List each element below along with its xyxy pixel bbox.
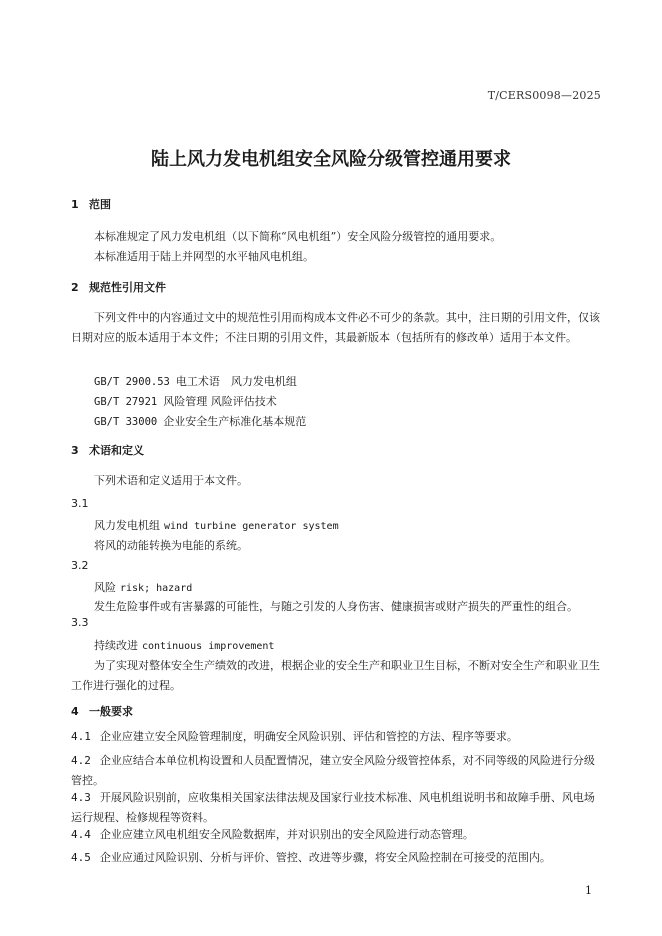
paragraph: 本标准规定了风力发电机组（以下简称“风电机组”）安全风险分级管控的通用要求。 xyxy=(94,230,502,243)
section-title: 术语和定义 xyxy=(89,444,144,457)
reference-title: 风险管理 风险评估技术 xyxy=(163,395,277,408)
section-number: 1 xyxy=(71,198,79,211)
clause-text: 开展风险识别前，应收集相关国家法律法规及国家行业技术标准、风电机组说明书和故障手册、风电场运行规程、检修规程等资料。 xyxy=(71,791,595,824)
term-heading xyxy=(94,637,274,653)
clause xyxy=(71,825,601,845)
term-number: 3.3 xyxy=(71,616,89,629)
reference-code: GB/T 27921 xyxy=(94,396,158,408)
clause-number: 4.2 xyxy=(71,754,91,767)
clause xyxy=(71,848,601,868)
clause-number: 4.5 xyxy=(71,851,91,864)
reference-item xyxy=(94,413,306,429)
section-2-heading xyxy=(71,279,166,295)
clause-text: 企业应结合本单位机构设置和人员配置情况，建立安全风险分级管控体系，对不同等级的风险进行分级管控。 xyxy=(71,754,595,787)
clause-text: 企业应建立风电机组安全风险数据库，并对识别出的安全风险进行动态管理。 xyxy=(99,828,474,841)
term-number: 3.2 xyxy=(71,559,89,572)
reference-title: 企业安全生产标准化基本规范 xyxy=(163,415,307,428)
section-title: 范围 xyxy=(89,198,111,211)
clause xyxy=(71,788,601,828)
term-zh: 持续改进 xyxy=(94,639,138,652)
page-number: 1 xyxy=(585,884,592,897)
term-heading xyxy=(94,517,339,533)
term-number: 3.1 xyxy=(71,497,89,510)
reference-code: GB/T 2900.53 xyxy=(94,376,170,388)
term-definition: 将风的动能转换为电能的系统。 xyxy=(94,539,248,552)
clause-number: 4.4 xyxy=(71,828,91,841)
document-code: T/CERS0098—2025 xyxy=(487,89,601,102)
paragraph: 下列术语和定义适用于本文件。 xyxy=(94,474,248,487)
term-en: risk; hazard xyxy=(120,583,193,594)
section-title: 规范性引用文件 xyxy=(89,281,166,294)
section-title: 一般要求 xyxy=(89,705,133,718)
term-heading xyxy=(94,579,192,595)
section-3-heading xyxy=(71,442,144,458)
clause-text: 企业应建立安全风险管理制度，明确安全风险识别、评估和管控的方法、程序等要求。 xyxy=(99,730,518,743)
clause xyxy=(71,727,601,747)
term-definition: 为了实现对整体安全生产绩效的改进，根据企业的安全生产和职业卫生目标，不断对安全生产和职业卫生工作进行强化的过程。 xyxy=(71,659,600,692)
section-number: 2 xyxy=(71,281,79,294)
term-zh: 风力发电机组 xyxy=(94,519,160,532)
term-en: continuous improvement xyxy=(142,641,275,652)
paragraph: 下列文件中的内容通过文中的规范性引用而构成本文件必不可少的条款。其中，注日期的引用文件，仅该日期对应的版本适用于本文件；不注日期的引用文件，其最新版本（包括所有的修改单）适用于本文件。 xyxy=(71,311,600,344)
document-title: 陆上风力发电机组安全风险分级管控通用要求 xyxy=(151,149,511,170)
term-en: wind turbine generator system xyxy=(164,521,339,532)
term-definition: 发生危险事件或有害暴露的可能性，与随之引发的人身伤害、健康损害或财产损失的严重性的组合。 xyxy=(94,600,578,613)
section-number: 3 xyxy=(71,444,79,457)
reference-item xyxy=(94,393,277,409)
reference-title: 电工术语 风力发电机组 xyxy=(175,375,297,388)
reference-item xyxy=(94,373,297,389)
term-zh: 风险 xyxy=(94,581,116,594)
section-1-heading xyxy=(71,196,111,212)
reference-code: GB/T 33000 xyxy=(94,416,158,428)
section-number: 4 xyxy=(71,705,79,718)
clause-number: 4.1 xyxy=(71,730,91,743)
clause-text: 企业应通过风险识别、分析与评价、管控、改进等步骤，将安全风险控制在可接受的范围内。 xyxy=(99,851,551,864)
section-4-heading xyxy=(71,703,133,719)
paragraph: 本标准适用于陆上并网型的水平轴风电机组。 xyxy=(94,250,314,263)
clause xyxy=(71,751,601,791)
clause-number: 4.3 xyxy=(71,791,91,804)
